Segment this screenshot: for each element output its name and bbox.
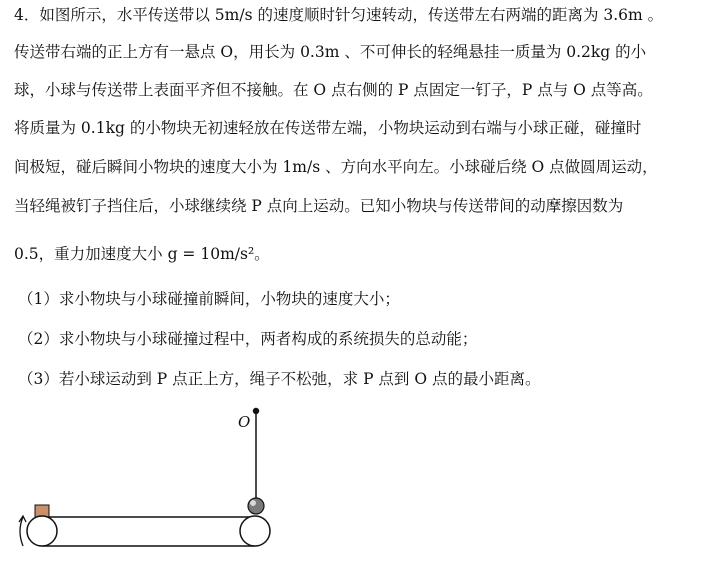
question-1: （1）求小物块与小球碰撞前瞬间，小物块的速度大小； [18,290,400,308]
problem-line-2: 传送带右端的正上方有一悬点 O，用长为 0.3m 、不可伸长的轻绳悬挂一质量为 0.2kg 的小 [14,43,647,61]
problem-line-3: 球，小球与传送带上表面平齐但不接触。在 O 点右侧的 P 点固定一钉子，P 点与 O 点等高。 [14,81,653,99]
problem-line-1: 4．如图所示，水平传送带以 5m/s 的速度顺时针匀速转动，传送带左右两端的距离为 3.6m 。 [14,6,664,24]
rotation-arrow-icon [20,517,23,546]
pivot-label: O [238,413,251,431]
problem-line-5: 间极短，碰后瞬间小物块的速度大小为 1m/s 、方向水平向左。小球碰后绕 O 点做圆周运动， [14,158,658,176]
left-pulley [27,516,57,546]
problem-line-7: 0.5，重力加速度大小 g = 10m/s²。 [14,245,270,263]
problem-line-6: 当轻绳被钉子挡住后，小球继续绕 P 点向上运动。已知小物块与传送带间的动摩擦因数为 [14,197,624,215]
figure-conveyor-belt [0,395,720,561]
problem-line-4: 将质量为 0.1kg 的小物块无初速轻放在传送带左端，小物块运动到右端与小球正碰，碰撞时 [14,119,642,137]
ball-highlight [250,500,256,506]
question-3: （3）若小球运动到 P 点正上方，绳子不松弛，求 P 点到 O 点的最小距离。 [18,370,541,388]
block [35,505,49,517]
question-2: （2）求小物块与小球碰撞过程中，两者构成的系统损失的总动能； [18,330,478,348]
ball [248,498,264,514]
right-pulley [240,516,270,546]
